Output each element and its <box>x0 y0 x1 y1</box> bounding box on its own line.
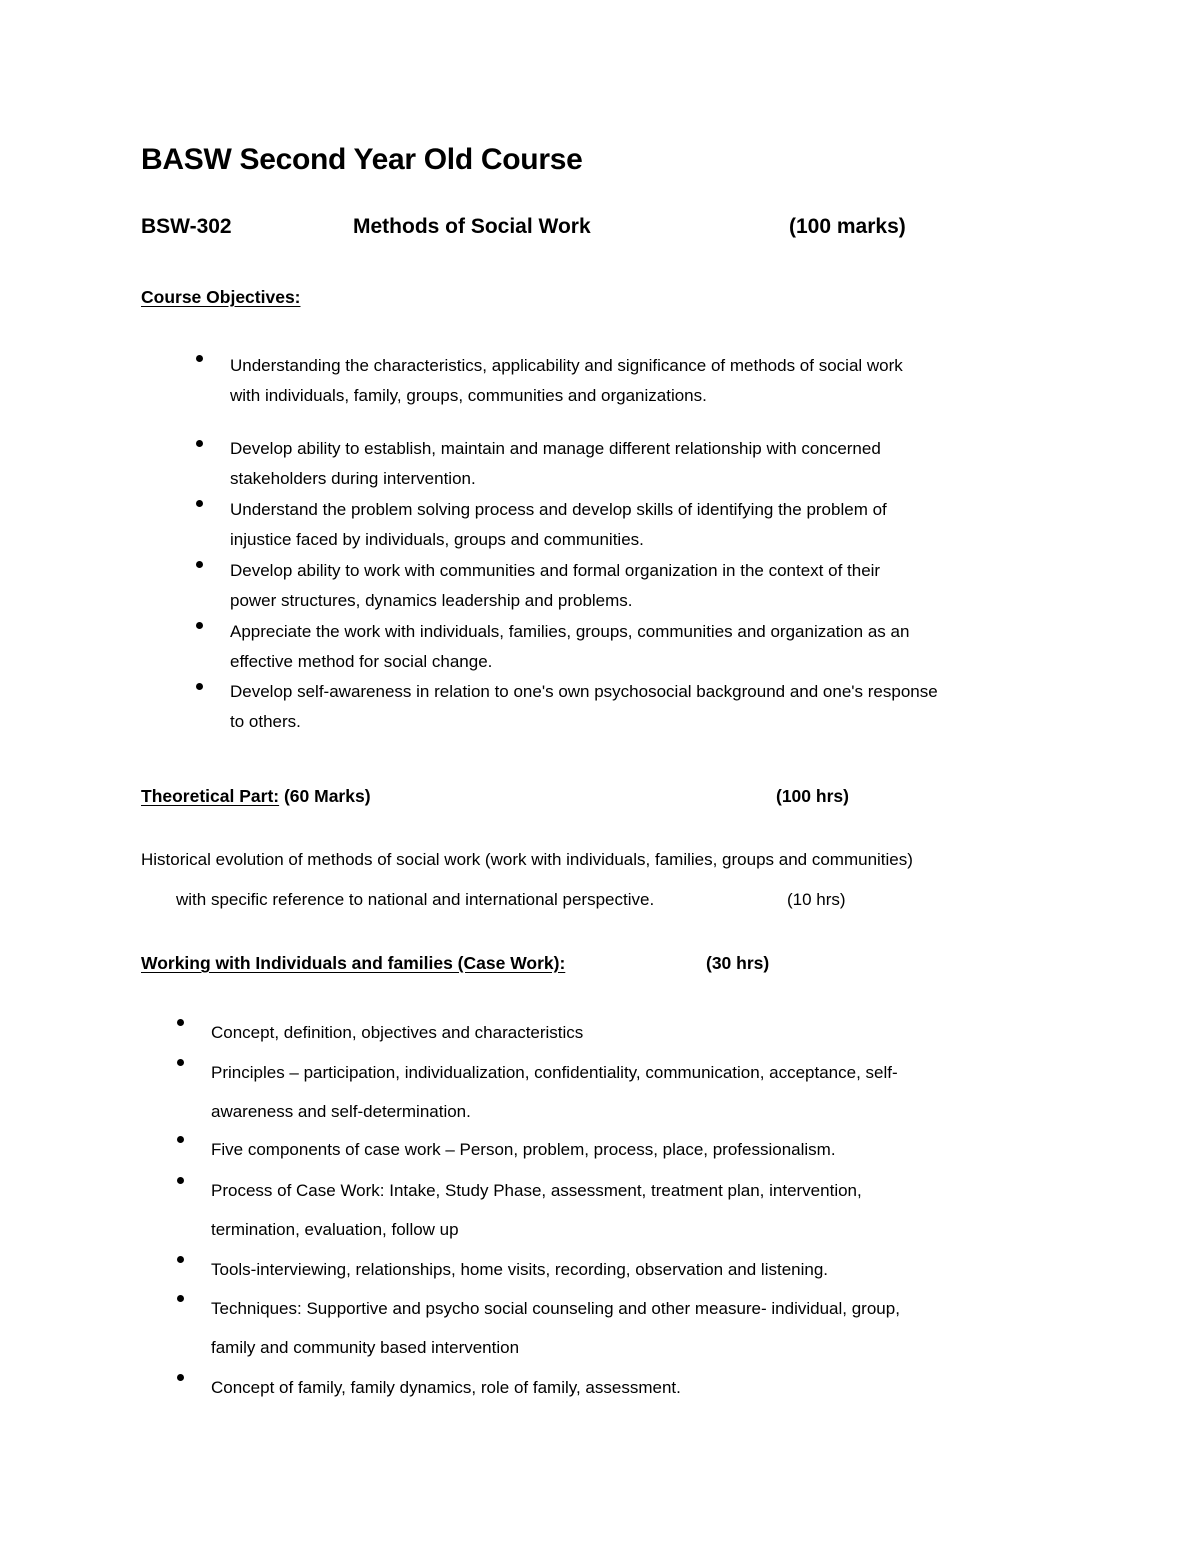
casework-line: Process of Case Work: Intake, Study Phase, assessment, treatment plan, intervention, <box>211 1181 862 1200</box>
history-line-2: with specific reference to national and international perspective. <box>176 890 655 909</box>
objective-item <box>230 617 909 677</box>
casework-item <box>211 1053 898 1131</box>
course-marks: (100 marks) <box>789 215 906 238</box>
casework-line: Concept of family, family dynamics, role of family, assessment. <box>211 1378 681 1397</box>
casework-line: awareness and self-determination. <box>211 1102 471 1121</box>
objective-line: Understanding the characteristics, applicability and significance of methods of social work <box>230 356 903 375</box>
bullet-icon <box>177 1019 184 1026</box>
objective-line: Develop self-awareness in relation to one's own psychosocial background and one's response <box>230 682 938 701</box>
casework-line: family and community based intervention <box>211 1338 520 1357</box>
objective-line: stakeholders during intervention. <box>230 469 476 488</box>
objective-line: with individuals, family, groups, communities and organizations. <box>230 386 707 405</box>
objective-line: Understand the problem solving process and develop skills of identifying the problem of <box>230 500 887 519</box>
casework-item <box>211 1013 583 1052</box>
history-line-1: Historical evolution of methods of social work (work with individuals, families, groups and communities) <box>141 850 913 869</box>
casework-line: Five components of case work – Person, problem, process, place, professionalism. <box>211 1140 836 1159</box>
bullet-icon <box>177 1059 184 1066</box>
objective-line: to others. <box>230 712 301 731</box>
casework-line: Techniques: Supportive and psycho social counseling and other measure- individual, group, <box>211 1299 900 1318</box>
theory-hours: (100 hrs) <box>776 786 849 806</box>
casework-line: Tools-interviewing, relationships, home visits, recording, observation and listening. <box>211 1260 829 1279</box>
casework-hours: (30 hrs) <box>706 953 770 973</box>
objective-line: Appreciate the work with individuals, families, groups, communities and organization as an <box>230 622 910 641</box>
casework-item <box>211 1171 862 1249</box>
bullet-icon <box>196 561 203 568</box>
theory-heading: Theoretical Part: <box>141 786 280 806</box>
objective-line: power structures, dynamics leadership and problems. <box>230 591 633 610</box>
objective-item <box>230 351 903 411</box>
bullet-icon <box>177 1177 184 1184</box>
bullet-icon <box>177 1374 184 1381</box>
objective-line: effective method for social change. <box>230 652 493 671</box>
document-title: BASW Second Year Old Course <box>141 143 583 176</box>
course-name: Methods of Social Work <box>353 215 591 238</box>
bullet-icon <box>196 355 203 362</box>
objectives-heading: Course Objectives: <box>141 287 301 307</box>
theory-heading-row <box>141 786 371 807</box>
casework-item <box>211 1130 836 1169</box>
theory-marks: (60 Marks) <box>279 786 371 806</box>
bullet-icon <box>196 500 203 507</box>
bullet-icon <box>196 440 203 447</box>
bullet-icon <box>177 1295 184 1302</box>
objective-line: injustice faced by individuals, groups and communities. <box>230 530 644 549</box>
bullet-icon <box>196 683 203 690</box>
casework-item <box>211 1250 828 1289</box>
history-hours: (10 hrs) <box>787 890 846 909</box>
objective-item <box>230 434 881 494</box>
bullet-icon <box>177 1256 184 1263</box>
objective-line: Develop ability to work with communities and formal organization in the context of their <box>230 561 881 580</box>
casework-heading: Working with Individuals and families (Case Work): <box>141 953 566 973</box>
objective-line: Develop ability to establish, maintain and manage different relationship with concerned <box>230 439 881 458</box>
casework-line: Concept, definition, objectives and characteristics <box>211 1023 584 1042</box>
bullet-icon <box>177 1136 184 1143</box>
objective-item <box>230 677 938 737</box>
casework-item <box>211 1289 900 1367</box>
casework-line: Principles – participation, individualization, confidentiality, communication, acceptance, self- <box>211 1063 898 1082</box>
objective-item <box>230 495 887 555</box>
bullet-icon <box>196 622 203 629</box>
casework-line: termination, evaluation, follow up <box>211 1220 459 1239</box>
objective-item <box>230 556 880 616</box>
casework-item <box>211 1368 681 1407</box>
course-code: BSW-302 <box>141 215 232 238</box>
